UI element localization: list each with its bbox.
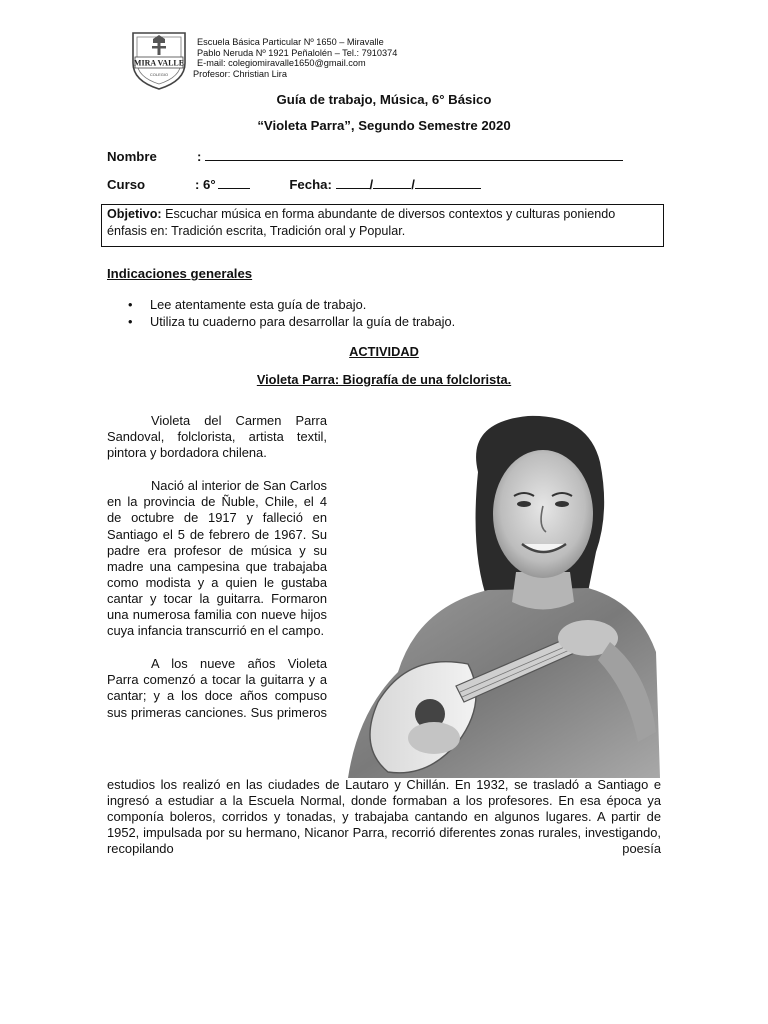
actividad-heading: ACTIVIDAD [349,344,419,359]
objetivo-text: Escuchar música en forma abundante de diversos contextos y culturas poniendo énfasis en: Tradición escrita, Tradición oral y Popular. [107,207,616,238]
nombre-field[interactable] [205,147,623,161]
bio-paragraph-3: A los nueve años Violeta Parra comenzó a tocar la guitarra y a cantar; y a los doce años compuso sus primeras canciones. Sus primeros [107,656,327,720]
school-logo [131,29,187,91]
objetivo-box [101,204,664,247]
bio-paragraph-2: Nació al interior de San Carlos en la provincia de Ñuble, Chile, el 4 de octubre de 1917 y falleció en Santiago el 5 de febrero de 1967. Su padre era profesor de música y su madre una campesina que trabajaba como modista y a quien le gustaba cantar y tocar la guitarra. Formaron una numerosa familia con nueve hijos cuya infancia transcurrió en el campo. [107,478,327,639]
bullet-icon: • [128,297,133,312]
page-subtitle: “Violeta Parra”, Segundo Semestre 2020 [257,118,511,133]
nombre-row [107,147,623,164]
bio-continuation: estudios los realizó en las ciudades de Lautaro y Chillán. En 1932, se trasladó a Santiago e ingresó a estudiar a la Escuela Normal, donde formaban a los profesores. En esa época ya componía boleros, corridos y tonadas, y trabajaba cantando en algunos lugares. A partir de 1952, impulsada por su hermano, Nicanor Parra, recorrió diferentes zonas rurales, investigando, recopilando poesía [107,777,661,857]
violeta-parra-photo [338,402,668,778]
list-item [128,313,455,330]
school-name: Escuela Básica Particular Nº 1650 – Miravalle [197,37,384,47]
page-title: Guía de trabajo, Música, 6° Básico [276,92,492,107]
curso-label: Curso [107,177,146,192]
nombre-label: Nombre [107,149,157,164]
fecha-year-field[interactable] [415,175,481,189]
bio-paragraph-1: Violeta del Carmen Parra Sandoval, folclorista, artista textil, pintora y bordadora chilena. [107,413,327,461]
indicaciones-list [128,296,455,330]
actividad-subtitle: Violeta Parra: Biografía de una folclorista. [256,372,512,387]
teacher-name: Profesor: Christian Lira [193,68,287,79]
fecha-label: Fecha: [289,177,332,192]
objetivo-label: Objetivo: [107,207,162,221]
fecha-day-field[interactable] [336,175,370,189]
list-item-text: Lee atentamente esta guía de trabajo. [150,297,367,312]
logo-text: MIRA VALLE [133,58,185,68]
bullet-icon: • [128,314,133,329]
logo-subtext: COLEGIO [149,72,169,77]
list-item [128,296,455,313]
fecha-slash-2: / [411,177,415,192]
fecha-month-field[interactable] [373,175,411,189]
list-item-text: Utiliza tu cuaderno para desarrollar la guía de trabajo. [150,314,456,329]
curso-row [107,175,481,192]
school-email: E-mail: colegiomiravalle1650@gmail.com [197,58,366,69]
nombre-colon: : [197,149,202,164]
school-address: Pablo Neruda Nº 1921 Peñalolén – Tel.: 7910374 [197,47,398,58]
bio-column [107,413,327,721]
curso-value: : 6° [195,177,216,192]
indicaciones-heading: Indicaciones generales [107,266,253,281]
fecha-slash-1: / [369,177,374,192]
curso-field[interactable] [218,175,250,189]
school-info [193,37,398,79]
